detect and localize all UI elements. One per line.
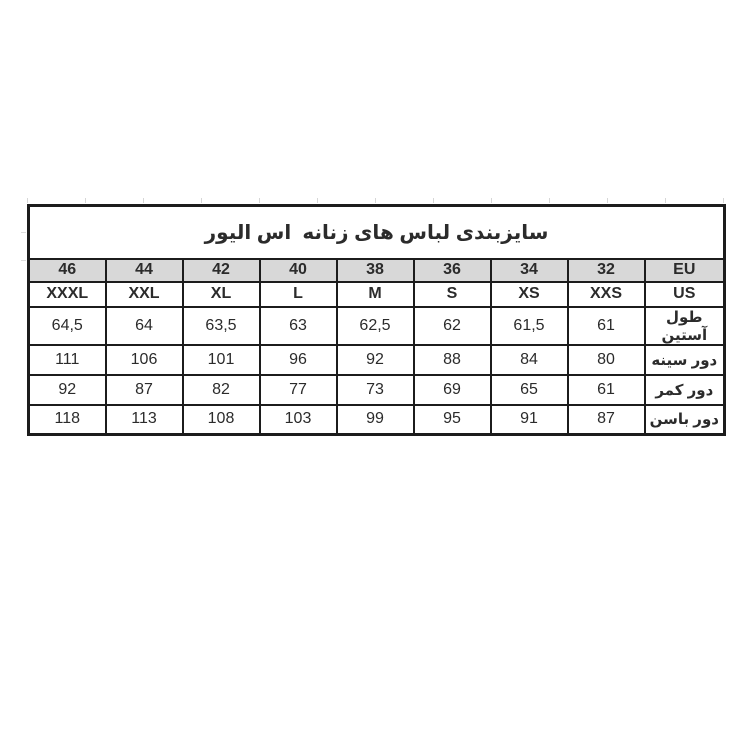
measurement-value-cell: 118 [29, 405, 106, 435]
measurement-value-cell: 92 [337, 345, 414, 375]
eu-system-label-cell: EU [645, 259, 725, 282]
measurement-label-cell: دور سینه [645, 345, 725, 375]
measurement-value-cell: 95 [414, 405, 491, 435]
gridline-tick [27, 198, 28, 203]
gridline-tick [201, 198, 202, 203]
gridline-tick [21, 232, 26, 233]
eu-size-cell: 46 [29, 259, 106, 282]
measurement-value-cell: 82 [183, 375, 260, 405]
gridline-tick [375, 198, 376, 203]
measurement-value-cell: 64 [106, 307, 183, 345]
measurement-value-cell: 62 [414, 307, 491, 345]
gridline-tick [317, 198, 318, 203]
measurement-value-cell: 106 [106, 345, 183, 375]
us-size-cell: XXL [106, 282, 183, 307]
measurement-value-cell: 87 [568, 405, 645, 435]
measurement-value-cell: 103 [260, 405, 337, 435]
measurement-value-cell: 99 [337, 405, 414, 435]
eu-size-cell: 42 [183, 259, 260, 282]
gridline-tick [433, 198, 434, 203]
gridline-tick [549, 198, 550, 203]
measurement-value-cell: 65 [491, 375, 568, 405]
measurement-label-cell: دور کمر [645, 375, 725, 405]
eu-size-cell: 34 [491, 259, 568, 282]
us-size-cell: XL [183, 282, 260, 307]
measurement-value-cell: 62,5 [337, 307, 414, 345]
measurement-value-cell: 63 [260, 307, 337, 345]
eu-sizes-header-row [29, 259, 725, 282]
measurement-value-cell: 61 [568, 375, 645, 405]
gridline-tick [607, 198, 608, 203]
measurement-row [29, 345, 725, 375]
eu-size-cell: 36 [414, 259, 491, 282]
gridline-tick [143, 198, 144, 203]
measurement-value-cell: 61 [568, 307, 645, 345]
us-system-label-cell: US [645, 282, 725, 307]
gridline-tick [21, 260, 26, 261]
measurement-label-cell: طول آستین [645, 307, 725, 345]
measurement-label-cell: دور باسن [645, 405, 725, 435]
measurement-value-cell: 108 [183, 405, 260, 435]
eu-size-cell: 32 [568, 259, 645, 282]
measurement-value-cell: 80 [568, 345, 645, 375]
us-size-cell: XXXL [29, 282, 106, 307]
us-size-cell: XS [491, 282, 568, 307]
gridline-tick [259, 198, 260, 203]
measurement-row [29, 375, 725, 405]
measurement-value-cell: 92 [29, 375, 106, 405]
measurement-value-cell: 111 [29, 345, 106, 375]
gridline-tick [723, 198, 724, 203]
measurement-value-cell: 69 [414, 375, 491, 405]
gridline-tick [665, 198, 666, 203]
measurement-value-cell: 77 [260, 375, 337, 405]
us-size-cell: XXS [568, 282, 645, 307]
us-size-cell: L [260, 282, 337, 307]
us-size-cell: M [337, 282, 414, 307]
eu-size-cell: 40 [260, 259, 337, 282]
measurement-row [29, 405, 725, 435]
gridline-tick [491, 198, 492, 203]
measurement-value-cell: 64,5 [29, 307, 106, 345]
us-sizes-header-row [29, 282, 725, 307]
measurement-value-cell: 113 [106, 405, 183, 435]
measurement-row [29, 307, 725, 345]
eu-size-cell: 44 [106, 259, 183, 282]
measurement-value-cell: 87 [106, 375, 183, 405]
title-row [29, 206, 725, 259]
size-chart-table [27, 204, 726, 436]
measurement-value-cell: 84 [491, 345, 568, 375]
measurement-value-cell: 96 [260, 345, 337, 375]
measurement-value-cell: 88 [414, 345, 491, 375]
gridline-tick [85, 198, 86, 203]
measurement-value-cell: 63,5 [183, 307, 260, 345]
measurement-value-cell: 101 [183, 345, 260, 375]
us-size-cell: S [414, 282, 491, 307]
measurement-value-cell: 91 [491, 405, 568, 435]
table-title: سایزبندی لباس های زنانه اس الیور [29, 206, 725, 259]
measurement-value-cell: 61,5 [491, 307, 568, 345]
measurement-value-cell: 73 [337, 375, 414, 405]
eu-size-cell: 38 [337, 259, 414, 282]
